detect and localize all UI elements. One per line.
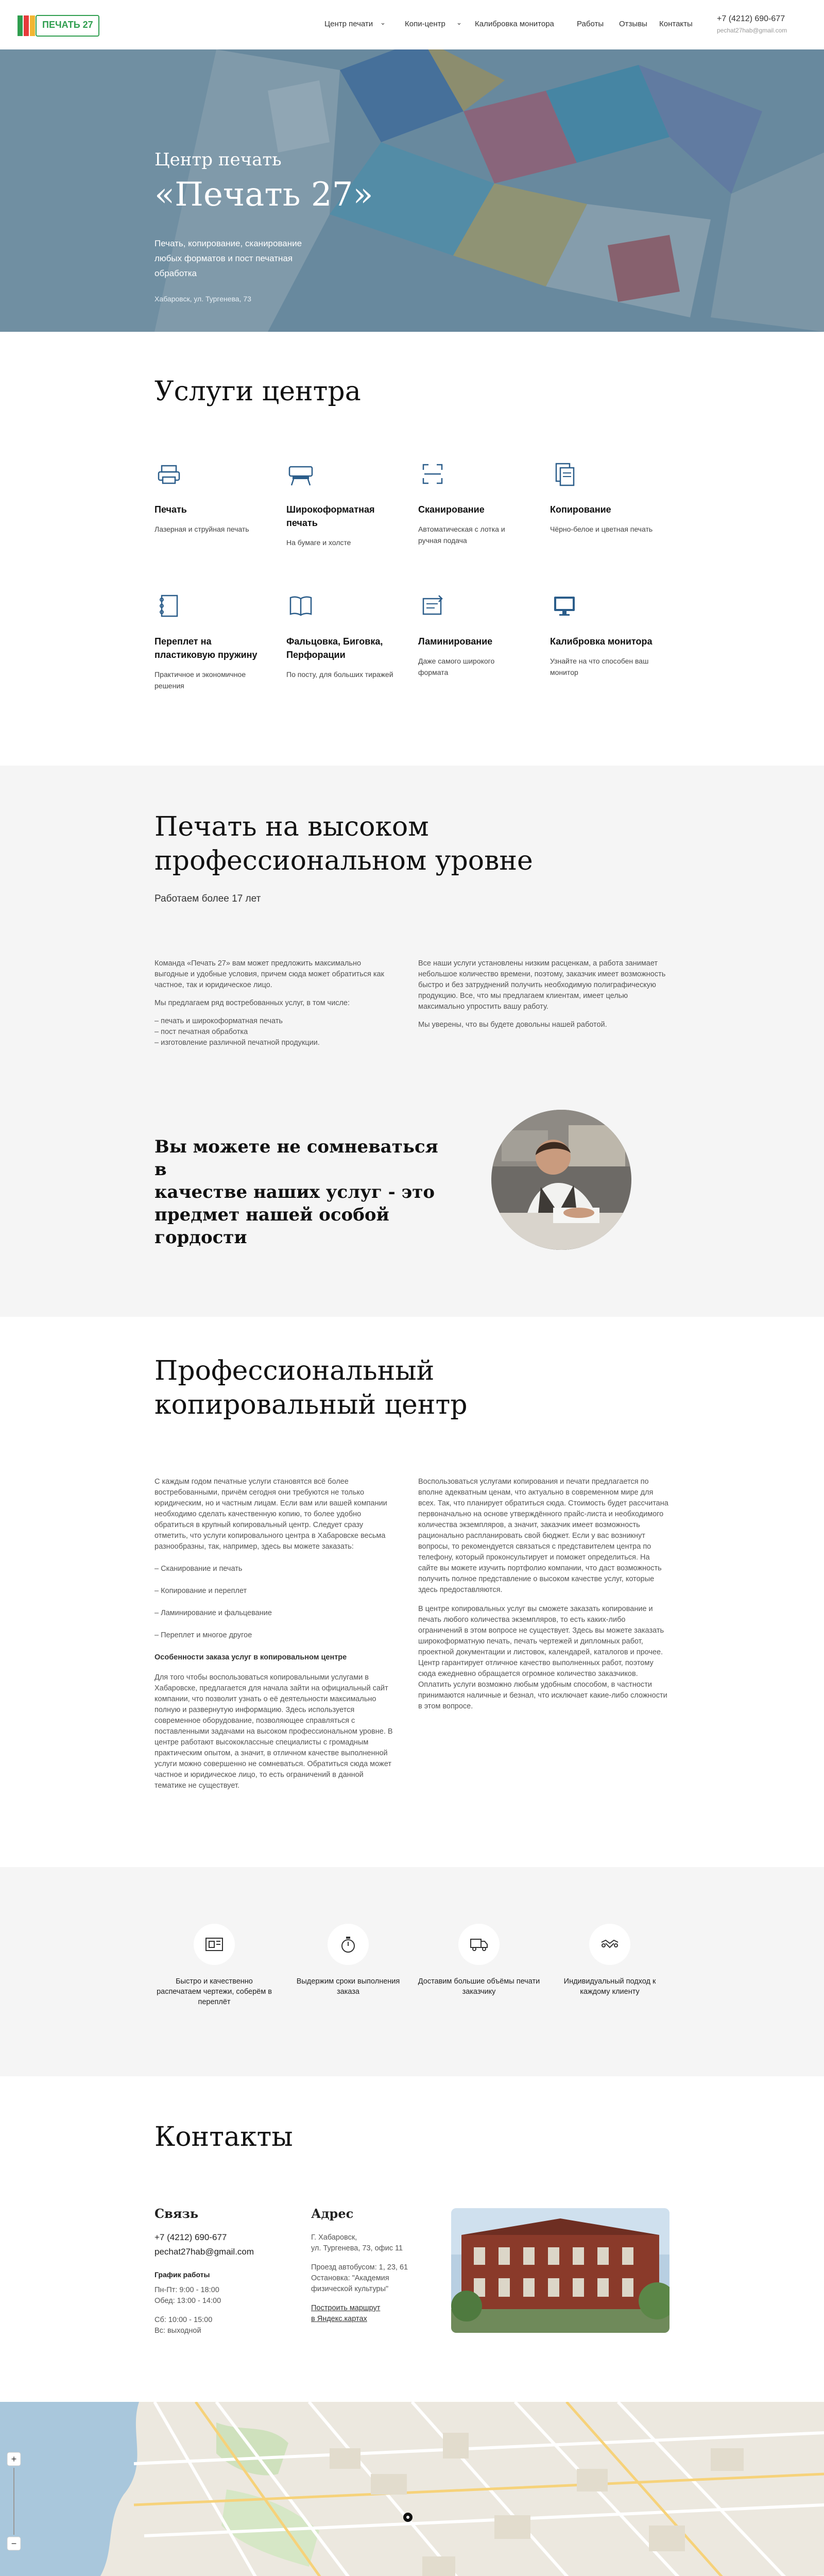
contacts-address <box>311 2206 435 2325</box>
stopwatch-icon <box>338 1934 358 1955</box>
map-zoom-in-button[interactable]: + <box>11 2454 17 2464</box>
laminate-icon <box>418 591 447 620</box>
hero-description: Печать, копирование, сканирование любых форматов и пост печатная обработка <box>154 239 302 278</box>
quality-quote <box>154 1136 443 1249</box>
nav-item-calibration[interactable]: Калибровка монитора <box>475 20 554 28</box>
copy-paragraph: С каждым годом печатные услуги становятся всё более востребованными, причём сегодня они требуются не только юридическим, но и частным лицам. Если вам или вашей компании необходимо сделать качественную копию, то более удобно обратиться в крупный копировальный центр. Следует сразу отметить, что услуги копировального центра в Хабаровске весьма разнообразны, так, например, здесь вы можете заказать: <box>154 1478 387 1551</box>
copy-paragraph: Воспользоваться услугами копирования и печати предлагается по вполне адекватным ценам, что актуально в современном мире для всех. Так, что планирует обратиться сюда. Стоимость будет рассчитана первоначально на основе утверждённого прайс-листа и необходимого количества экземпляров, а значит, заказчик имеет возможность рационально распланировать свой бюджет. Если у вас возникнут вопросы, то рекомендуется связаться с представителем центра по телефону, который проконсультирует и поможет определиться. На сайте вы можете изучить портфолио компании, что даст возможность получить полное представление о высоком качестве услуг, которые здесь предоставляются. <box>418 1478 668 1594</box>
quality-section <box>0 766 824 1317</box>
quality-paragraph: Команда «Печать 27» вам может предложить максимально выгодные и удобные условия, причем сюда может обратиться как частное, так и юридическое лицо. <box>154 959 384 989</box>
nav-item-reviews[interactable]: Отзывы <box>619 20 647 28</box>
copy-left-column <box>154 1477 397 1791</box>
hero-subtitle: Центр печать <box>154 149 282 170</box>
book-icon <box>286 591 315 620</box>
feature-icon-circle <box>194 1924 235 1965</box>
printer-icon <box>154 460 183 488</box>
service-desc: Лазерная и струйная печать <box>154 525 249 533</box>
route-link[interactable]: в Яндекс.картах <box>311 2315 367 2323</box>
copy-list-item: – Переплет и многое другое <box>154 1631 252 1639</box>
service-print[interactable] <box>154 460 263 535</box>
transport-line: Проезд автобусом: 1, 23, 61 <box>311 2263 408 2272</box>
office-building-photo <box>451 2208 670 2333</box>
feature-icon-circle <box>458 1924 500 1965</box>
schedule-line: Сб: 10:00 - 15:00 <box>154 2316 213 2324</box>
service-title: Калибровка монитора <box>550 636 653 647</box>
monitor-icon <box>550 591 579 620</box>
quote-line: гордости <box>154 1227 247 1248</box>
service-title: Сканирование <box>418 504 485 515</box>
service-title: Копирование <box>550 504 611 515</box>
feature-icon-circle <box>589 1924 630 1965</box>
service-desc: Чёрно-белое и цветная печать <box>550 525 653 533</box>
chevron-down-icon[interactable]: ⌄ <box>456 19 462 26</box>
quality-list-item: – пост печатная обработка <box>154 1028 248 1036</box>
hero-overlay <box>0 49 824 332</box>
copy-icon <box>550 460 579 488</box>
logo-text: ПЕЧАТЬ 27 <box>42 20 93 30</box>
feature-text: Выдержим сроки выполнения заказа <box>296 1977 400 1996</box>
quality-subtitle: Работаем более 17 лет <box>154 893 261 904</box>
nav-item-contacts[interactable]: Контакты <box>659 20 693 28</box>
service-laminate[interactable] <box>418 591 526 678</box>
feature-icon-circle <box>328 1924 369 1965</box>
copy-list-item: – Сканирование и печать <box>154 1565 243 1573</box>
feature-text: Индивидуальный подход к каждому клиенту <box>563 1977 656 1996</box>
feature-item <box>417 1924 541 1997</box>
feature-text: Быстро и качественно распечатаем чертежи, соберём в переплёт <box>157 1977 272 2006</box>
scan-icon <box>418 460 447 488</box>
quote-line: Вы можете не сомневаться в <box>154 1137 438 1180</box>
feature-item <box>286 1924 410 1997</box>
contact-phone[interactable]: +7 (4212) 690-677 <box>154 2232 227 2242</box>
quality-left-column <box>154 958 397 1048</box>
service-desc: Узнайте на что способен ваш монитор <box>550 657 649 676</box>
map-canvas[interactable] <box>0 2402 824 2576</box>
service-binding[interactable] <box>154 591 263 691</box>
schedule-line: Обед: 13:00 - 14:00 <box>154 2297 221 2305</box>
quote-line: качестве наших услуг - это <box>154 1182 435 1202</box>
services-title: Услуги центра <box>154 376 361 407</box>
copy-list-item: – Ламинирование и фальцевание <box>154 1609 272 1617</box>
feature-text: Доставим большие объёмы печати заказчику <box>418 1977 540 1996</box>
contact-email[interactable]: pechat27hab@gmail.com <box>154 2247 254 2257</box>
service-title: Фальцовка, Биговка, Перфорации <box>286 636 383 660</box>
nav-item-copy-center[interactable]: Копи-центр <box>405 20 445 28</box>
copy-paragraph: В центре копировальных услуг вы сможете заказать копирование и печать любого количества экземпляров, то есть каких-либо ограничений в этом вопросе не существует. Здесь вы можете заказать широкоформатную печать, печать чертежей и дипломных работ, проектной документации и листовок, календарей, каталогов и прочее. Центр гарантирует отличное качество выполненных работ, поэтому сюда ежедневно обращается огромное количество заказчиков. Оплатить услуги возможно любым удобным способом, в частности принимаются наличные и безнал, что исключает какие-либо сложности в этом вопросе. <box>418 1605 667 1710</box>
yandex-map[interactable] <box>0 2402 824 2576</box>
hero-address: Хабаровск, ул. Тургенева, 73 <box>154 295 251 303</box>
copy-subheading: Особенности заказа услуг в копировальном центре <box>154 1653 347 1662</box>
service-scan[interactable] <box>418 460 526 546</box>
schedule-line: Пн-Пт: 9:00 - 18:00 <box>154 2286 219 2294</box>
binding-icon <box>154 591 183 620</box>
copy-paragraph: Для того чтобы воспользоваться копировальными услугами в Хабаровске, предлагается для начала зайти на официальный сайт компании, что позволит узнать о её деятельности максимально полную и развернутую информацию. Здесь используется современное оборудование, позволяющее справляться с поставленными задачами на высоком профессиональном уровне. В центре работают высококлассные специалисты с громадным практическим опытом, а значит, в отличном качестве выполненной услуги можно совершенно не сомневаться. Обратиться сюда может частное и юридическое лицо, то есть ограничений в данной тематике не существует. <box>154 1673 393 1790</box>
plotter-icon <box>286 460 315 488</box>
service-copy[interactable] <box>550 460 658 535</box>
truck-icon <box>469 1934 489 1955</box>
features-section <box>0 1867 824 2076</box>
service-desc: На бумаге и холсте <box>286 538 351 547</box>
service-desc: Практичное и экономичное решения <box>154 670 246 690</box>
contacts-comm <box>154 2206 273 2336</box>
hero-title: «Печать 27» <box>154 176 373 214</box>
service-title: Печать <box>154 504 187 515</box>
schedule-title: График работы <box>154 2270 210 2279</box>
service-title: Переплет на пластиковую пружину <box>154 636 258 660</box>
quality-list-item: – печать и широкоформатная печать <box>154 1017 283 1025</box>
nav-item-print-center[interactable]: Центр печати <box>324 20 373 28</box>
address-line: ул. Тургенева, 73, офис 11 <box>311 2244 403 2252</box>
schedule-line: Вс: выходной <box>154 2327 201 2335</box>
service-title: Широкоформатная печать <box>286 504 375 528</box>
copy-right-column <box>418 1477 671 1712</box>
quality-right-column <box>418 958 671 1030</box>
quality-title <box>154 810 533 878</box>
service-desc: Автоматическая с лотка и ручная подача <box>418 525 505 545</box>
copy-center-title <box>154 1354 468 1422</box>
hero-section <box>0 49 824 332</box>
quality-paragraph: Мы предлагаем ряд востребованных услуг, в том числе: <box>154 999 350 1007</box>
copy-list-item: – Копирование и переплет <box>154 1587 247 1595</box>
address-title: Адрес <box>311 2206 354 2221</box>
transport-line: Остановка: "Академия <box>311 2274 389 2282</box>
copy-title-line: Профессиональный <box>154 1355 435 1386</box>
quality-title-line: Печать на высоком <box>154 811 429 842</box>
header-email[interactable]: pechat27hab@gmail.com <box>717 27 787 34</box>
service-calibration[interactable] <box>550 591 658 678</box>
quality-paragraph: Мы уверены, что вы будете довольны нашей работой. <box>418 1021 607 1029</box>
service-desc: Даже самого широкого формата <box>418 657 495 676</box>
map-zoom-out-button[interactable]: − <box>11 2538 17 2549</box>
comm-title: Связь <box>154 2206 199 2221</box>
worker-photo <box>491 1110 631 1250</box>
header-phone[interactable]: +7 (4212) 690-677 <box>717 14 785 23</box>
address-line: Г. Хабаровск, <box>311 2233 357 2242</box>
route-link[interactable]: Построить маршрут <box>311 2304 381 2312</box>
feature-item <box>152 1924 276 2007</box>
quality-title-line: профессиональном уровне <box>154 845 533 876</box>
copy-title-line: копировальный центр <box>154 1389 468 1420</box>
quality-list-item: – изготовление различной печатной продукции. <box>154 1039 320 1047</box>
service-title: Ламинирование <box>418 636 493 647</box>
handshake-icon <box>599 1934 620 1955</box>
service-wide-print[interactable] <box>286 460 394 548</box>
logo[interactable] <box>14 10 102 39</box>
quote-line: предмет нашей особой <box>154 1205 389 1225</box>
chevron-down-icon[interactable]: ⌄ <box>380 19 386 26</box>
service-folding[interactable] <box>286 591 394 680</box>
service-desc: По посту, для больших тиражей <box>286 670 393 679</box>
feature-item <box>548 1924 672 1997</box>
contacts-title: Контакты <box>154 2122 293 2153</box>
quality-paragraph: Все наши услуги установлены низким расценкам, а работа занимает небольшое количество времени, поэтому, заказчик имеет возможность быстро и без затруднений получить необходимую полиграфическую продукцию. Все, что мы предлагаем клиентам, имеет целью максимально упростить вашу работу. <box>418 959 666 1011</box>
transport-line: физической культуры" <box>311 2285 389 2293</box>
nav-item-works[interactable]: Работы <box>577 20 604 28</box>
blueprint-icon <box>204 1934 225 1955</box>
site-header <box>0 0 824 49</box>
